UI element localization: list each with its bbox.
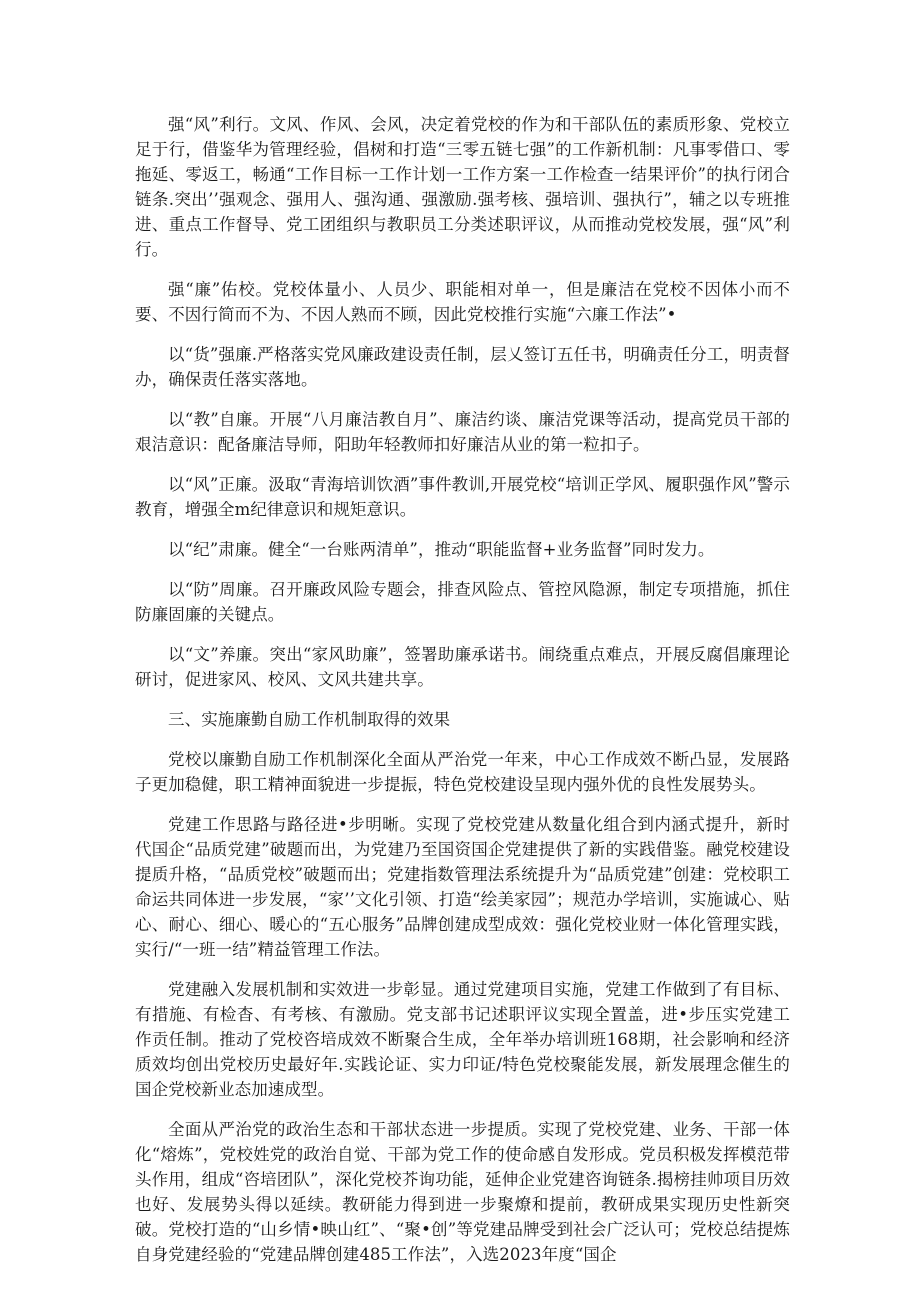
paragraph-responsibility: 以“货”强廉.严格落实党风廉政建设责任制，层乂签订五任书，明确责任分工，明责督办，确保责任落实落地。 [135,345,790,389]
paragraph-party-building-effect: 党建融入发展机制和实效进一步彰显。通过党建项目实施，党建工作做到了有目标、有措施、有检杳、有考核、有激励。党支部书记述职评议实现全置盖，进•步压实党建工作贡任制。推动了党校咨培成效不断聚合生成，全年举办培训班168期，社会影响和经济质效均创出党校历史最好年.实践论证、实力印证/特色党校聚能发展，新发展理念催生的国企党校新业态加速成型。 [135,980,790,1099]
paragraph-prevention: 以“防”周廉。召开廉政风险专题会，排查风险点、管控风隐源，制定专项措施，抓住防廉固廉的关键点。 [135,580,790,624]
section-heading-results: 三、实施廉勤自励工作机制取得的效果 [168,710,451,729]
paragraph-discipline: 以“纪”肃廉。健全“一台账两清单”，推动“职能监督+业务监督”同时发力。 [168,540,715,559]
paragraph-results-summary: 党校以廉勤自励工作机制深化全面从严治党一年来，中心工作成效不断凸显，发展路子更加稳健，职工精神面貌进一步提振，特色党校建设呈现内强外优的良性发展势头。 [135,750,790,794]
paragraph-style: 以“风”正廉。汲取“青海培训饮酒”事件教训,开展党校“培训正学风、履职强作风”警示教育，增强全m纪律意识和规矩意识。 [135,475,790,519]
document-page [135,112,790,1282]
paragraph-strong-integrity: 强“廉”佑校。党校体量小、人员少、职能相对单一，但是廉洁在党校不因体小而不要、不因行简而不为、不因人熟而不顾，因此党校推行实施“六廉工作法”• [135,280,790,324]
paragraph-political-ecology: 全面从严治党的政治生态和干部状态进一步提质。实现了党校党建、业务、干部一体化“熔炼”，党校姓党的政治自觉、干部为党工作的使命感自发形成。党员积极发挥模范带头作用，组成“咨培团队”，深化党校芥询功能，延伸企业党建咨询链条.揭榜挂帅项目历效也好、发展势头得以延续。教研能力得到进一步聚燎和提前，教研成果实现历史性新突破。党校打造的“山乡情•映山红”、“聚•创”等党建品牌受到社会广泛认可；党校总结提炼自身党建经验的“党建品牌创建485工作法”，入选2023年度“国企 [135,1120,790,1264]
paragraph-strong-wind: 强“风”利行。文风、作风、会风，决定着党校的作为和干部队伍的素质形象、党校立足于行，借鉴华为管理经验，倡树和打造“三零五链七强”的工作新机制：凡事零借口、零拖延、零返工，畅通“工作目标一工作计划一工作方案一工作检查一结果评价”的执行闭合链条.突出’’强观念、强用人、强沟通、强激励.强考核、强培训、强执行”，辅之以专班推进、重点工作督导、党工团组织与教职员工分类述职评议，从而推动党校发展，强“风”利行。 [135,115,790,259]
paragraph-education: 以“教”自廉。开展“八月廉洁教自月”、廉洁约谈、廉洁党课等活动，提高党员干部的艰洁意识：配备廉洁导师，阳助年轻教师扣好廉洁从业的第一粒扣子。 [135,410,790,454]
paragraph-party-building-path: 党建工作思路与路径进•步明晰。实现了党校党建从数量化组合到内涵式提升，新时代国企“品质党建”破题而出，为党建乃至国资国企党建提供了新的实践借鉴。融党校建设提质升格，“品质党校”破题而出；党建指数管理法系统提升为“品质党建”创建：党校职工命运共同体进一步发展，“家’’文化引领、打造“绘美家园”；规范办学培训，实施诚心、贴心、耐心、细心、暖心的“五心服务”品牌创建成型成效：强化党校业财一体化管理实践，实行/“一班一结”精益管理工作法。 [135,815,790,959]
paragraph-culture: 以“文”养廉。突出“家风助廉”，签署助廉承诺书。闹绕重点难点，开展反腐倡廉理论研讨，促进家风、校风、文风共建共享。 [135,645,790,689]
